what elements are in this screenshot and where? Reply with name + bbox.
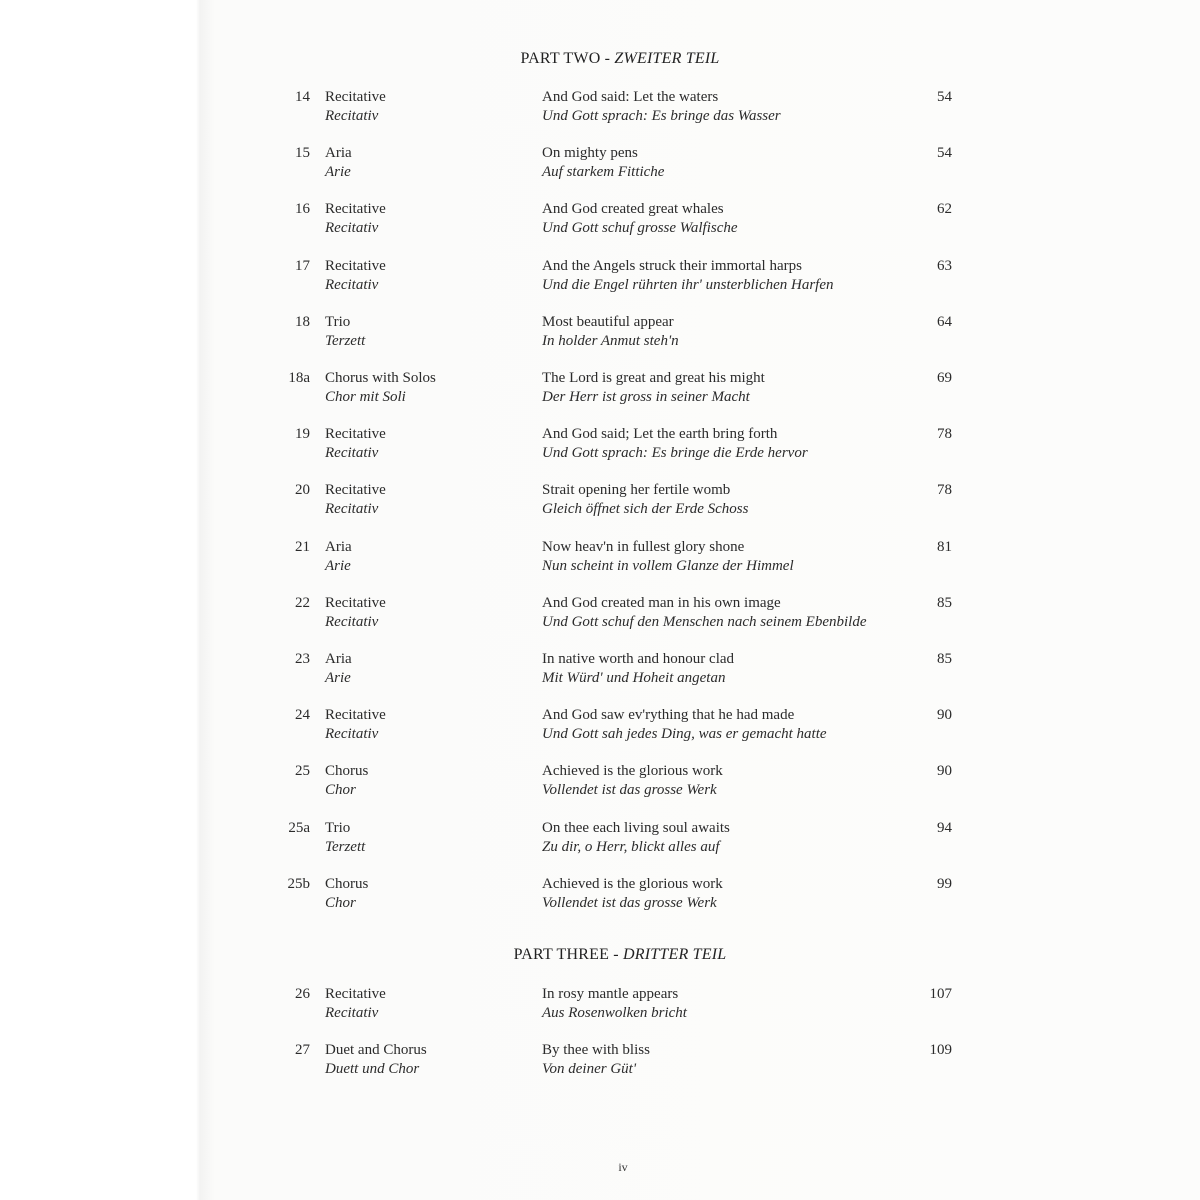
entry-page-number: 64 — [937, 313, 952, 330]
part-two-heading — [0, 50, 1200, 68]
entry-number: 21 — [295, 538, 310, 555]
entry-title-de: Mit Würd' und Hoheit angetan — [542, 670, 726, 686]
entry-page-number: 85 — [937, 651, 952, 667]
entry-title-en: By thee with bliss — [542, 1042, 650, 1058]
entry-title-de: Nun scheint in vollem Glanze der Himmel — [542, 557, 794, 574]
entry-form-en: Chorus — [325, 763, 369, 780]
entry-form-de: Recitativ — [325, 276, 379, 293]
entry-title-de: Auf starkem Fittiche — [542, 164, 665, 181]
contents-entry — [0, 369, 1200, 413]
contents-entry — [0, 985, 1200, 1029]
entry-number: 27 — [295, 1042, 310, 1058]
entry-number: 24 — [295, 707, 310, 724]
entry-form-en: Duet and Chorus — [325, 1042, 427, 1058]
entry-form-en: Trio — [325, 819, 351, 836]
entry-number: 18a — [288, 370, 310, 386]
entry-page-number: 85 — [937, 594, 952, 611]
entry-title-de: Und die Engel rührten ihr' unsterblichen Harfen — [542, 276, 834, 293]
entry-title-de: Gleich öffnet sich der Erde Schoss — [542, 501, 749, 518]
entry-title-en: And the Angels struck their immortal harps — [542, 257, 802, 274]
contents-entry — [0, 313, 1200, 357]
part-three-heading — [0, 946, 1200, 964]
entry-page-number: 109 — [929, 1042, 952, 1058]
entry-title-en: And God saw ev'rything that he had made — [542, 707, 795, 724]
entry-number: 20 — [295, 482, 310, 499]
entry-form-de: Recitativ — [325, 501, 379, 518]
entry-page-number: 99 — [937, 875, 952, 892]
entry-title-en: And God said; Let the earth bring forth — [542, 426, 778, 443]
entry-title-en: Most beautiful appear — [542, 313, 674, 330]
contents-entry — [0, 819, 1200, 863]
contents-entry — [0, 594, 1200, 638]
entry-form-de: Recitativ — [325, 613, 379, 630]
entry-form-en: Recitative — [325, 707, 386, 724]
entry-title-de: Und Gott sprach: Es bringe das Wasser — [542, 108, 781, 124]
entry-form-en: Recitative — [325, 426, 386, 443]
entry-title-en: And God said: Let the waters — [542, 89, 719, 105]
entry-number: 19 — [295, 426, 310, 443]
entry-page-number: 54 — [937, 145, 952, 162]
entry-number: 17 — [295, 257, 310, 274]
entry-number: 23 — [295, 651, 310, 667]
entry-title-en: And God created great whales — [542, 201, 724, 218]
entry-title-en: Now heav'n in fullest glory shone — [542, 538, 745, 555]
contents-entry — [0, 538, 1200, 582]
entry-page-number: 54 — [937, 89, 952, 105]
contents-entry — [0, 88, 1200, 132]
entry-form-en: Chorus — [325, 875, 369, 892]
part-three-heading-de: DRITTER TEIL — [623, 946, 727, 963]
entry-form-de: Arie — [325, 164, 351, 181]
contents-entry — [0, 425, 1200, 469]
entry-title-en: Strait opening her fertile womb — [542, 482, 731, 499]
entry-form-en: Recitative — [325, 594, 386, 611]
entry-number: 26 — [295, 986, 310, 1002]
entry-number: 14 — [295, 89, 310, 105]
contents-entry — [0, 200, 1200, 244]
entry-form-de: Terzett — [325, 838, 366, 855]
contents-entry — [0, 762, 1200, 806]
entry-title-en: Achieved is the glorious work — [542, 763, 723, 780]
entry-number: 15 — [295, 145, 310, 162]
entry-form-en: Recitative — [325, 89, 386, 105]
entry-title-de: Vollendet ist das grosse Werk — [542, 782, 717, 799]
entry-title-de: Zu dir, o Herr, blickt alles auf — [542, 838, 720, 855]
entry-form-en: Trio — [325, 313, 351, 330]
entry-form-de: Terzett — [325, 332, 366, 349]
part-two-heading-en: PART TWO - — [520, 50, 615, 67]
entry-title-en: And God created man in his own image — [542, 594, 781, 611]
entry-form-en: Aria — [325, 145, 352, 162]
entry-number: 22 — [295, 594, 310, 611]
entry-form-en: Recitative — [325, 201, 386, 218]
entry-form-en: Chorus with Solos — [325, 370, 436, 386]
part-two-heading-de: ZWEITER TEIL — [614, 50, 720, 67]
entry-form-de: Recitativ — [325, 108, 379, 124]
entry-title-en: In rosy mantle appears — [542, 986, 679, 1002]
contents-entry — [0, 257, 1200, 301]
entry-page-number: 90 — [937, 763, 952, 780]
entry-form-en: Aria — [325, 538, 352, 555]
entry-page-number: 107 — [929, 986, 952, 1002]
entry-title-en: On mighty pens — [542, 145, 638, 162]
entry-page-number: 90 — [937, 707, 952, 724]
entry-form-en: Recitative — [325, 986, 386, 1002]
entry-title-de: Und Gott schuf den Menschen nach seinem Ebenbilde — [542, 613, 867, 630]
entry-number: 25a — [288, 819, 310, 836]
entry-title-de: Vollendet ist das grosse Werk — [542, 894, 717, 911]
entry-form-de: Duett und Chor — [325, 1061, 420, 1077]
entry-form-de: Arie — [325, 557, 351, 574]
contents-entry — [0, 144, 1200, 188]
entry-form-de: Arie — [325, 670, 351, 686]
entry-form-de: Recitativ — [325, 220, 379, 237]
entry-form-de: Recitativ — [325, 1005, 379, 1021]
entry-title-de: Aus Rosenwolken bricht — [542, 1005, 687, 1021]
entry-form-en: Aria — [325, 651, 352, 667]
entry-form-de: Recitativ — [325, 445, 379, 462]
entry-page-number: 62 — [937, 201, 952, 218]
contents-entry — [0, 706, 1200, 750]
entry-form-de: Chor mit Soli — [325, 389, 406, 405]
entry-number: 25b — [287, 875, 310, 892]
entry-form-de: Recitativ — [325, 726, 379, 743]
entry-page-number: 81 — [937, 538, 952, 555]
entry-page-number: 94 — [937, 819, 952, 836]
entry-page-number: 63 — [937, 257, 952, 274]
entry-title-de: Und Gott sprach: Es bringe die Erde hervor — [542, 445, 808, 462]
entry-title-de: Und Gott sah jedes Ding, was er gemacht hatte — [542, 726, 827, 743]
entry-title-de: Der Herr ist gross in seiner Macht — [542, 389, 750, 405]
contents-entry — [0, 650, 1200, 694]
entry-form-en: Recitative — [325, 482, 386, 499]
entry-title-en: Achieved is the glorious work — [542, 875, 723, 892]
contents-entry — [0, 875, 1200, 919]
entry-title-en: The Lord is great and great his might — [542, 370, 765, 386]
entry-title-en: In native worth and honour clad — [542, 651, 735, 667]
entry-title-de: Und Gott schuf grosse Walfische — [542, 220, 738, 237]
entry-page-number: 69 — [937, 370, 952, 386]
entry-page-number: 78 — [937, 426, 952, 443]
part-three-heading-en: PART THREE - — [513, 946, 624, 963]
entry-title-de: In holder Anmut steh'n — [542, 332, 679, 349]
entry-page-number: 78 — [937, 482, 952, 499]
entry-form-en: Recitative — [325, 257, 386, 274]
contents-entry — [0, 481, 1200, 525]
entry-form-de: Chor — [325, 894, 356, 911]
contents-entry — [0, 1041, 1200, 1085]
entry-number: 16 — [295, 201, 310, 218]
entry-number: 18 — [295, 313, 310, 330]
entry-number: 25 — [295, 763, 310, 780]
page-folio: iv — [618, 1160, 628, 1174]
entry-title-de: Von deiner Güt' — [542, 1061, 637, 1077]
entry-title-en: On thee each living soul awaits — [542, 819, 730, 836]
entry-form-de: Chor — [325, 782, 356, 799]
